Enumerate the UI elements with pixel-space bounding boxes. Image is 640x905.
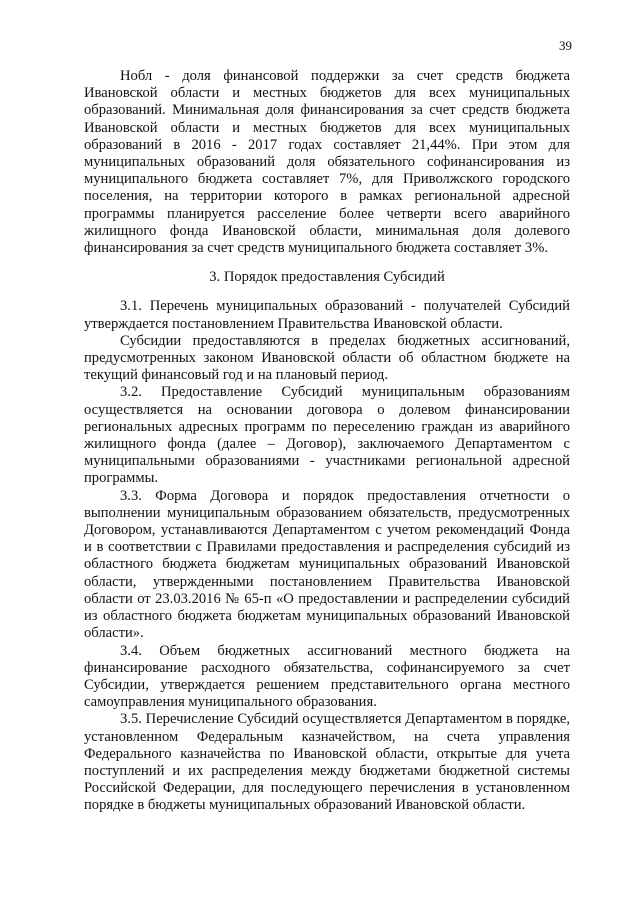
paragraph-3-2: 3.2. Предоставление Субсидий муниципальным образованиям осуществляется на основании договора о долевом финансировании региональных адресных программ по переселению граждан из аварийного жилищного фонда (далее – Договор), заключаемого Департаментом с муниципальными образованиями - участниками региональной адресной программы.	[84, 384, 570, 487]
paragraph-3-5: 3.5. Перечисление Субсидий осуществляется Департаментом в порядке, установленном Федеральным казначейством, на счета управления Федерального казначейства по Ивановской области, открытые для учета поступлений и их распределения между бюджетами бюджетной системы Российской Федерации, для последующего перечисления в установленном порядке в бюджеты муниципальных образований Ивановской области.	[84, 711, 570, 814]
paragraph-3-4: 3.4. Объем бюджетных ассигнований местного бюджета на финансирование расходного обязательства, софинансируемого за счет Субсидии, утверждается решением представительного органа местного самоуправления муниципального образования.	[84, 642, 570, 711]
paragraph-3-1: 3.1. Перечень муниципальных образований - получателей Субсидий утверждается постановлением Правительства Ивановской области.	[84, 298, 570, 332]
paragraph-3-3: 3.3. Форма Договора и порядок предоставления отчетности о выполнении муниципальным образованием обязательств, предусмотренных Договором, устанавливаются Департаментом с учетом рекомендаций Фонда и в соответствии с Правилами предоставления и распределения субсидий из областного бюджета бюджетам муниципальных образований Ивановской области, утвержденными постановлением Правительства Ивановской области от 23.03.2016 № 65-п «О предоставлении и распределении субсидий из областного бюджета бюджетам муниципальных образований Ивановской области».	[84, 487, 570, 642]
paragraph-subsidies-limits: Субсидии предоставляются в пределах бюджетных ассигнований, предусмотренных законом Ивановской области об областном бюджете на текущий финансовый год и на плановый период.	[84, 332, 570, 384]
page-number: 39	[559, 38, 572, 53]
document-body	[84, 68, 570, 815]
section-heading: 3. Порядок предоставления Субсидий	[209, 269, 445, 286]
paragraph-nobl: Нобл - доля финансовой поддержки за счет средств бюджета Ивановской области и местных бюджетов для всех муниципальных образований. Минимальная доля финансирования за счет средств бюджета Ивановской области и местных бюджетов для всех муниципальных образований в 2016 - 2017 годах составляет 21,44%. При этом для муниципальных образований доля обязательного софинансирования из муниципального бюджета составляет 7%, для Приволжского городского поселения, на территории которого в рамках региональной адресной программы планируется расселение более четверти всего аварийного жилищного фонда Ивановской области, минимальная доля долевого финансирования за счет средств муниципального бюджета составляет 3%.	[84, 68, 570, 257]
